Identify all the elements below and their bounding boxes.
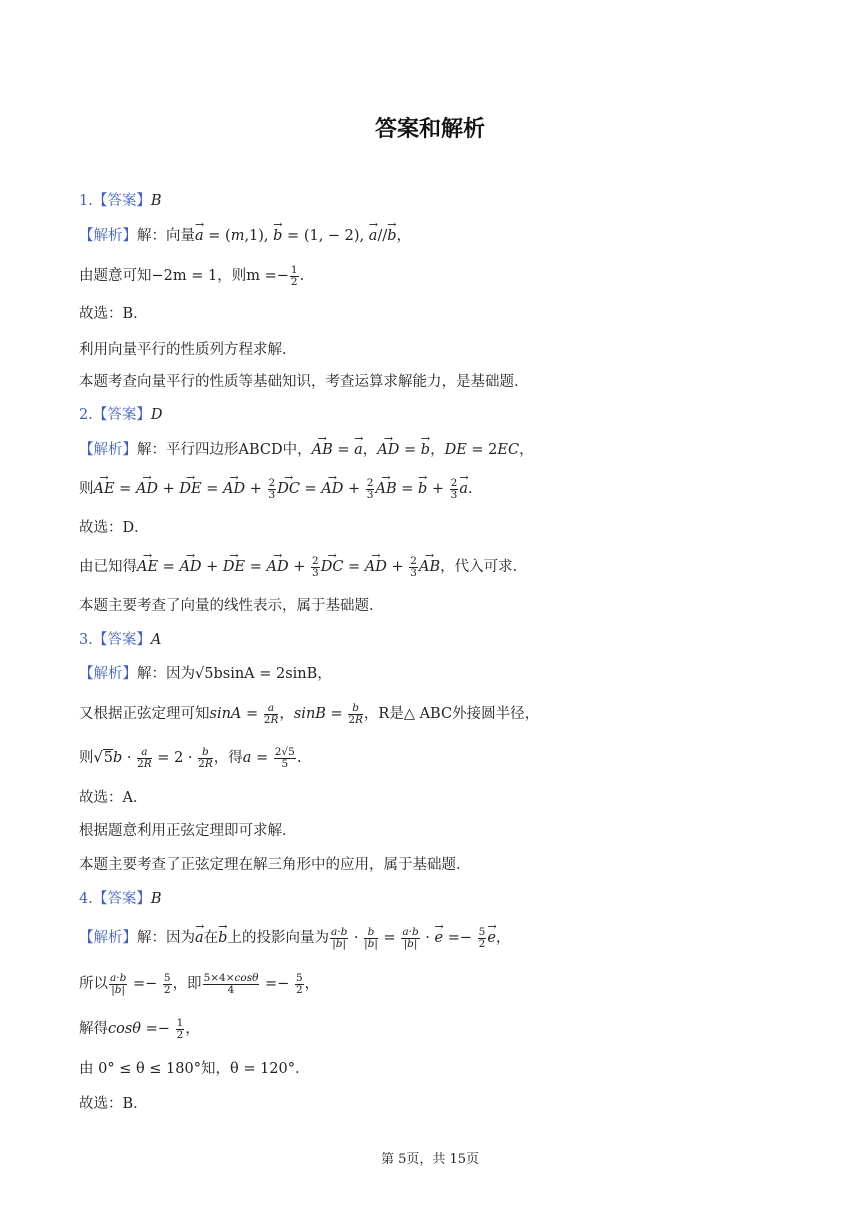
q1-answer-label: 1.【答案】 <box>79 193 151 209</box>
q3-line4: 故选：A． <box>79 790 148 806</box>
page-title: 答案和解析 <box>374 117 485 142</box>
q2-answer: D <box>150 407 163 423</box>
q3-line3: 则√5b · $\frac{a}{2R}$ = 2 · $\frac{b}{2R}$ ，得a = $\frac{2√5}{5}$ . <box>79 745 302 770</box>
q3-answer-line <box>79 628 161 652</box>
q4-answer-line <box>79 887 162 911</box>
q4-line4: 由 0° ≤ θ ≤ 180°知，θ = 120°． <box>79 1061 310 1077</box>
q4-analysis-label: 【解析】 <box>79 930 137 946</box>
q2-line4: 由已知得→ AE = → AD + → DE = → AD + $\frac{2}{3}$ → DC = → AD + $\frac{2}{3}$ → AB，代入可求． <box>79 555 527 579</box>
q3-line5: 根据题意利用正弦定理即可求解． <box>79 823 297 839</box>
q1-l1-prefix: 解：向量 <box>137 228 195 244</box>
q4-line3: 解得cosθ =− $\frac{1}{2}$ ， <box>79 1016 200 1041</box>
q4-l2-prefix: 所以 <box>79 976 108 992</box>
q1-line4: 利用向量平行的性质列方程求解． <box>79 342 297 358</box>
q2-analysis-label: 【解析】 <box>79 442 137 458</box>
q4-answer-label: 4.【答案】 <box>79 891 151 907</box>
q2-analysis-line: 【解析】解：平行四边形ABCD中，→ AB = → a，→ AD = → b，DE = 2EC， <box>79 438 534 462</box>
q1-line5: 本题考查向量平行的性质等基础知识，考查运算求解能力，是基础题． <box>79 374 529 390</box>
q2-line5: 本题主要考查了向量的线性表示，属于基础题． <box>79 598 384 614</box>
q4-line5: 故选：B． <box>79 1096 148 1112</box>
q2-answer-line <box>79 403 162 427</box>
q2-l4-suffix: ，代入可求． <box>440 559 528 575</box>
q3-l1: 解：因为√5bsinA = 2sinB， <box>137 666 332 682</box>
q4-answer: B <box>150 891 162 907</box>
q2-l1-prefix: 解：平行四边形ABCD中， <box>137 442 312 458</box>
q4-analysis-line: 【解析】解：因为→ a在→ b上的投影向量为 $\frac{a\cdot b}{|b|}$ · $\frac{b}{|b|}$ = $\frac{a\cdot b}{|b|}$ · → e =− $\frac{5}{2}$ → e， <box>79 926 510 950</box>
q1-l2: 由题意可知−2m = 1，则m =− <box>79 268 289 284</box>
q1-answer-line <box>79 189 162 213</box>
q1-analysis-label: 【解析】 <box>79 228 137 244</box>
q2-answer-label: 2.【答案】 <box>79 407 151 423</box>
q3-answer: A <box>150 632 162 648</box>
q3-l2-prefix: 又根据正弦定理可知 <box>79 706 210 722</box>
q2-line2: 则→ AE = → AD + → DE = → AD + $\frac{2}{3}$ → DC = → AD + $\frac{2}{3}$ → AB = → b + $\frac{2}{3}$ → a. <box>79 477 473 501</box>
q3-answer-label: 3.【答案】 <box>79 632 151 648</box>
q1-answer: B <box>150 193 162 209</box>
q2-line3: 故选：D． <box>79 520 149 536</box>
q3-analysis-line <box>79 662 332 686</box>
q3-l2-suffix: ，R是△ ABC外接圆半径， <box>363 706 540 722</box>
q1-analysis-line: 【解析】解：向量→ a = (m,1), → b = (1, − 2), → a//→ b， <box>79 224 411 248</box>
q2-l4-prefix: 由已知得 <box>79 559 137 575</box>
q4-l1-prefix: 解：因为 <box>137 930 195 946</box>
q3-line2: 又根据正弦定理可知sinA = $\frac{a}{2R}$ ，sinB = $\frac{b}{2R}$ ，R是△ ABC外接圆半径， <box>79 701 540 726</box>
page-footer: 第 5页，共 15页 <box>380 1152 480 1167</box>
q3-line6: 本题主要考查了正弦定理在解三角形中的应用，属于基础题． <box>79 857 471 873</box>
q4-l3-prefix: 解得 <box>79 1021 108 1037</box>
q1-line3: 故选：B． <box>79 306 148 322</box>
q3-analysis-label: 【解析】 <box>79 666 137 682</box>
q4-line2: 所以 $\frac{a\cdot b}{|b|}$ =− $\frac{5}{2}$ ，即 $\frac{5\times 4\times\cos\theta}{4}$ =− $\frac{5}{2}$ ， <box>79 971 320 996</box>
q1-line2: 由题意可知−2m = 1，则m =− $\frac{1}{2}$ . <box>79 263 305 288</box>
